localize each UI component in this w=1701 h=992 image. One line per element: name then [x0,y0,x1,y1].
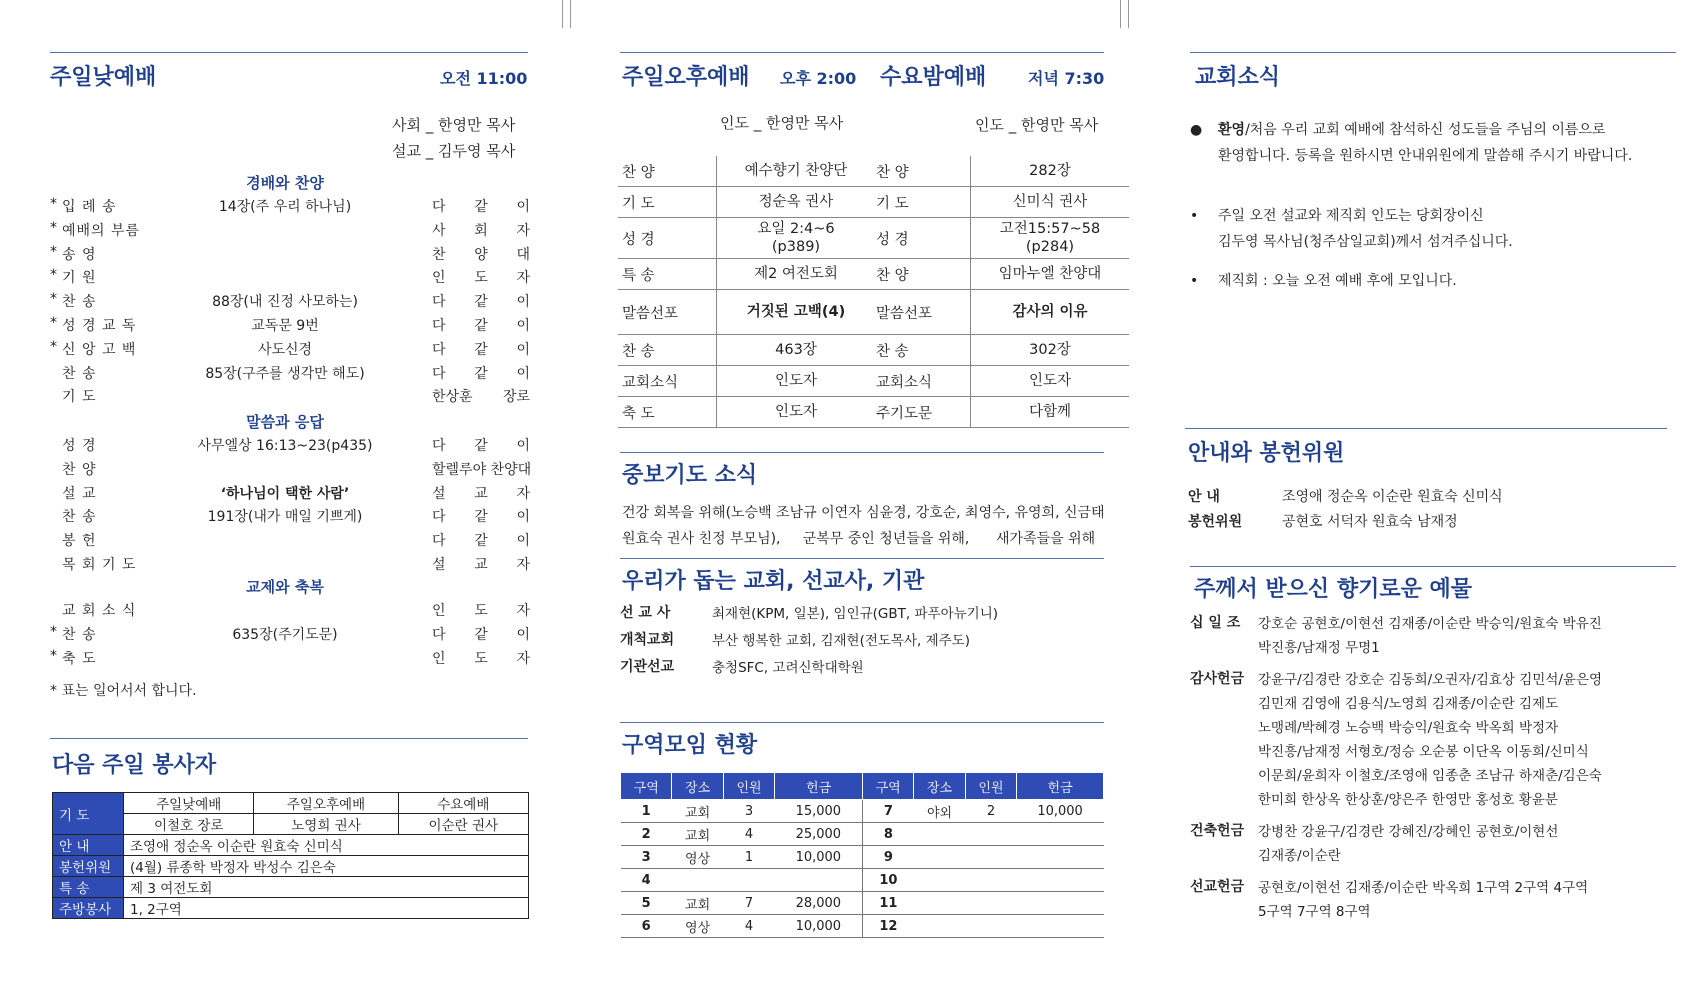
offering-names: 박진흥/남재정 무명1 [1258,640,1380,656]
sunday-service-time: 오전 11:00 [440,69,528,88]
order-value: 282장 [971,156,1130,187]
row-value: 조영애 정순옥 이순란 원효숙 신미식 [124,835,529,856]
news-text: /처음 우리 교회 예배에 참석하신 성도들을 주님의 이름으로 [1245,122,1606,138]
group-header: 인원 [965,773,1016,800]
group-cell [775,869,863,892]
group-cell: 4 [621,869,672,892]
ushers-title: 안내와 봉헌위원 [1188,441,1345,466]
standing-mark: * [50,623,57,640]
order-row [872,187,1129,218]
order-row [872,218,1129,259]
order-label: 특 송 [618,259,717,290]
order-label: 축 도 [618,397,717,428]
prayer-news-line: 원효숙 권사 친정 부모님), 군복무 중인 청년들을 위해, 새가족들을 위해 [622,531,1096,547]
group-header: 구역 [621,773,672,800]
order-label: 성 경 [62,438,97,454]
preacher: 설교 _ 김두영 목사 [392,142,516,160]
order-label: 찬 송 [872,335,971,366]
offering-names: 노맹례/박혜경 노승백 박승익/원효숙 박옥희 박정자 [1258,720,1559,736]
standing-mark: * [50,196,57,212]
order-label: 입 례 송 [62,199,117,215]
group-cell [1017,915,1104,938]
order-row [872,259,1129,290]
divider [620,722,1104,723]
support-label: 선 교 사 [620,605,671,621]
row-label: 특 송 [53,877,124,898]
standing-mark: * [50,315,57,331]
order-value: 감사의 이유 [971,290,1130,335]
order-by: 설 교 자 [432,557,530,573]
row-value: 1, 2구역 [124,898,529,919]
standing-note: * 표는 일어서서 합니다. [50,683,197,699]
presider: 사회 _ 한영만 목사 [392,116,516,134]
order-label: 찬 송 [62,294,97,311]
order-label: 찬 송 [62,365,97,382]
order-by: 설 교 자 [432,485,530,502]
group-cell [965,823,1016,846]
prayer-person: 노영희 권사 [254,814,398,835]
group-cell: 3 [723,800,774,823]
section-header: 경배와 찬양 [246,174,324,192]
order-by: 다 같 이 [432,438,530,454]
offering-names: 강윤구/김경란 강호순 김동희/오권자/김효상 김민석/윤은영 [1258,672,1603,688]
order-label: 성 경 [618,218,717,259]
group-cell: 8 [862,823,913,846]
order-value: 임마누엘 찬양대 [971,259,1130,290]
group-title: 구역모임 현황 [622,733,758,758]
group-cell: 영상 [672,915,723,938]
order-value: 요일 2:4~6 (p389) [717,218,876,259]
order-label: 기 도 [62,389,97,406]
support-label: 기관선교 [620,659,675,675]
group-cell: 야외 [914,800,965,823]
group-cell: 2 [621,823,672,846]
order-label: 축 도 [62,650,97,667]
divider [50,738,528,739]
group-cell [1017,892,1104,915]
order-value: 거짓된 고백(4) [717,290,876,335]
offering-label: 십 일 조 [1190,615,1241,631]
next-week-title: 다음 주일 봉사자 [52,753,217,778]
prayer-label: 기 도 [53,793,124,835]
offering-names: 공현호/이현선 김재종/이순란 박옥희 1구역 2구역 4구역 [1258,880,1589,896]
standing-mark: * [50,338,57,355]
group-cell [914,823,965,846]
order-row [618,290,875,335]
order-content: ‘하나님이 택한 사람’ [220,485,350,502]
order-by: 다 같 이 [432,199,530,215]
order-value: 정순옥 권사 [717,187,876,218]
row-value: 제 3 여전도회 [124,877,529,898]
group-cell: 교회 [672,892,723,915]
group-row [621,800,1104,823]
news-line [1218,268,1457,294]
group-row [621,869,1104,892]
order-by: 다 같 이 [432,294,530,311]
service-name: 주일오후예배 [254,793,398,814]
order-value: 고전15:57~58 (p284) [971,218,1130,259]
wednesday-service-title: 수요밤예배 [880,65,987,90]
order-by: 다 같 이 [432,318,530,334]
group-cell [914,869,965,892]
order-content: 88장(내 진정 사모하는) [212,294,358,311]
usher-value: 조영애 정순옥 이순란 원효숙 신미식 [1282,489,1503,505]
order-label: 봉 헌 [62,533,97,550]
wednesday-leader: 인도 _ 한영만 목사 [975,116,1099,134]
news-line: 김두영 목사님(청주삼일교회)께서 섬겨주십니다. [1218,234,1513,250]
standing-mark: * [50,243,57,260]
offering-label: 감사헌금 [1190,671,1245,687]
order-row [872,335,1129,366]
group-cell [723,869,774,892]
group-header: 장소 [672,773,723,800]
group-cell: 25,000 [775,823,863,846]
service-name: 주일낮예배 [124,793,254,814]
row-label: 봉헌위원 [53,856,124,877]
afternoon-service-time: 오후 2:00 [780,69,857,88]
section-header: 말씀과 응답 [246,413,324,431]
order-row [872,156,1129,187]
group-cell: 10,000 [775,846,863,869]
order-label: 교회소식 [618,366,717,397]
order-by: 인 도 자 [432,650,530,667]
bullet-icon: • [1190,273,1199,289]
group-cell: 영상 [672,846,723,869]
group-row [621,846,1104,869]
order-value: 인도자 [717,397,876,428]
order-label: 예배의 부름 [62,222,141,239]
order-by: 한상훈 장로 [432,389,530,406]
support-value: 부산 행복한 교회, 김재현(전도목사, 제주도) [712,633,970,649]
order-label: 신 앙 고 백 [62,341,137,358]
order-label: 말씀선포 [872,290,971,335]
order-by: 할렐루야 찬양대 [432,461,532,478]
group-cell [1017,846,1104,869]
group-cell: 6 [621,915,672,938]
offering-names: 김민재 김영애 김용식/노영희 김재종/이순란 김제도 [1258,696,1559,712]
news-line: 환영합니다. 등록을 원하시면 안내위원에게 말씀해 주시기 바랍니다. [1218,148,1633,164]
order-content: 191장(내가 매일 기쁘게) [207,509,363,526]
order-value: 신미식 권사 [971,187,1130,218]
support-value: 충청SFC, 고려신학대학원 [712,660,864,676]
order-row [872,290,1129,335]
group-header: 헌금 [775,773,863,800]
offering-title: 주께서 받으신 향기로운 예물 [1194,577,1473,602]
order-row [618,156,875,187]
group-cell [914,915,965,938]
order-by: 다 같 이 [432,509,530,526]
order-by: 사 회 자 [432,222,530,239]
order-label: 주기도문 [872,397,971,428]
divider [620,558,1104,559]
order-row [872,397,1129,428]
group-header: 헌금 [1017,773,1104,800]
standing-mark: * [50,291,57,308]
group-cell: 28,000 [775,892,863,915]
offering-label: 건축헌금 [1190,823,1245,839]
order-row [618,397,875,428]
order-label: 목 회 기 도 [62,557,137,573]
group-header: 구역 [862,773,913,800]
group-cell: 교회 [672,800,723,823]
order-label: 말씀선포 [618,290,717,335]
prayer-person: 이순란 권사 [398,814,528,835]
news-text: 주일 오전 설교와 제직회 인도는 당회장이신 [1218,208,1484,224]
group-cell: 4 [723,915,774,938]
order-by: 인 도 자 [432,603,530,619]
standing-mark: * [50,647,57,664]
order-label: 찬 양 [62,461,97,478]
order-by: 인 도 자 [432,270,530,287]
bullet-icon: • [1190,208,1199,224]
group-cell [914,846,965,869]
order-row [618,259,875,290]
divider [620,452,1104,453]
row-label: 주방봉사 [53,898,124,919]
order-label: 찬 양 [618,156,717,187]
group-cell [965,892,1016,915]
order-content: 사도신경 [257,341,313,358]
order-label: 찬 송 [62,509,97,526]
afternoon-leader: 인도 _ 한영만 목사 [720,114,844,132]
group-cell [1017,823,1104,846]
group-cell: 15,000 [775,800,863,823]
group-cell: 1 [621,800,672,823]
order-by: 다 같 이 [432,365,530,382]
order-by: 다 같 이 [432,626,530,643]
group-cell: 교회 [672,823,723,846]
afternoon-service-title: 주일오후예배 [622,65,750,90]
offering-names: 박진흥/남재정 서형호/정승 오순봉 이단옥 이동희/신미식 [1258,744,1589,760]
order-label: 교회소식 [872,366,971,397]
bullet-icon: ● [1190,122,1203,138]
order-label: 성 경 [872,218,971,259]
offering-label: 선교헌금 [1190,879,1245,895]
order-label: 성 경 교 독 [62,318,137,334]
order-label: 기 원 [62,270,97,287]
group-cell [914,892,965,915]
order-label: 찬 송 [618,335,717,366]
usher-value: 공현호 서덕자 원효숙 남재정 [1282,514,1458,530]
group-cell: 7 [862,800,913,823]
group-row [621,915,1104,938]
offering-names: 김재종/이순란 [1258,848,1341,864]
divider [1190,566,1676,567]
order-value: 인도자 [971,366,1130,397]
order-content: 사무엘상 16:13~23(p435) [197,438,373,454]
group-cell: 2 [965,800,1016,823]
group-cell: 9 [862,846,913,869]
group-cell: 7 [723,892,774,915]
order-by: 찬 양 대 [432,246,530,263]
group-cell [1017,869,1104,892]
group-cell: 10 [862,869,913,892]
group-header-row [621,773,1104,800]
prayer-news-line: 건강 회복을 위해(노승백 조남규 이연자 심윤경, 강호순, 최영수, 유영희, 신금태 [622,505,1105,521]
group-cell: 10,000 [1017,800,1104,823]
group-header: 인원 [723,773,774,800]
order-label: 기 도 [872,187,971,218]
afternoon-order-table [618,156,875,428]
group-cell [965,846,1016,869]
order-content: 85장(구주를 생각만 해도) [205,365,365,382]
order-value: 463장 [717,335,876,366]
order-value: 302장 [971,335,1130,366]
sunday-service-title: 주일낮예배 [50,65,157,90]
usher-label: 봉헌위원 [1188,514,1243,530]
fold-mark [1128,0,1129,28]
order-content: 교독문 9번 [251,318,319,334]
next-week-table [52,792,529,919]
order-content: 635장(주기도문) [232,626,338,643]
order-label: 기 도 [618,187,717,218]
order-content: 14장(주 우리 하나님) [218,199,352,215]
fold-mark [1120,0,1121,28]
order-label: 송 영 [62,246,97,263]
support-value: 최재현(KPM, 일본), 임인규(GBT, 파푸아뉴기니) [712,606,998,622]
offering-names: 강병찬 강윤구/김경란 강혜진/강혜인 공현호/이현선 [1258,824,1559,840]
order-row [618,366,875,397]
order-by: 다 같 이 [432,533,530,550]
group-cell [965,869,1016,892]
order-label: 찬 송 [62,626,97,643]
order-label: 찬 양 [872,156,971,187]
offering-names: 이문희/윤희자 이철호/조영애 임종춘 조남규 하재춘/김은숙 [1258,768,1602,784]
group-cell: 4 [723,823,774,846]
news-line [1218,117,1606,143]
group-row [621,823,1104,846]
usher-label: 안 내 [1188,489,1220,505]
prayer-person: 이철호 장로 [124,814,254,835]
group-cell [965,915,1016,938]
order-value: 예수향기 찬양단 [717,156,876,187]
standing-mark: * [50,267,57,284]
group-header: 장소 [914,773,965,800]
wednesday-service-time: 저녁 7:30 [1028,69,1105,88]
divider [1185,428,1667,429]
group-cell: 1 [723,846,774,869]
order-value: 인도자 [717,366,876,397]
section-header: 교제와 축복 [246,578,324,596]
news-bold: 환영 [1218,122,1246,138]
group-cell: 5 [621,892,672,915]
offering-names: 5구역 7구역 8구역 [1258,904,1371,920]
order-label: 설 교 [62,485,97,502]
wednesday-order-table [872,156,1129,428]
group-cell: 3 [621,846,672,869]
divider [1190,52,1676,53]
order-by: 다 같 이 [432,341,530,358]
group-table [620,772,1104,938]
group-cell: 11 [862,892,913,915]
fold-mark [570,0,571,28]
row-value: (4월) 류종학 박정자 박성수 김은숙 [124,856,529,877]
prayer-news-title: 중보기도 소식 [622,463,758,488]
order-label: 교 회 소 식 [62,603,137,619]
order-label: 찬 양 [872,259,971,290]
standing-mark: * [50,219,57,236]
group-row [621,892,1104,915]
order-value: 다함께 [971,397,1130,428]
divider [50,52,528,53]
news-text: 제직회 : 오늘 오전 예배 후에 모입니다. [1218,273,1457,289]
fold-mark [562,0,563,28]
order-row [618,335,875,366]
group-cell: 10,000 [775,915,863,938]
offering-names: 한미희 한상옥 한상훈/양은주 한영만 홍성호 황윤분 [1258,792,1558,808]
group-cell: 12 [862,915,913,938]
news-title: 교회소식 [1195,65,1281,90]
news-line [1218,203,1484,229]
divider [620,52,1104,53]
group-cell [672,869,723,892]
service-name: 수요예배 [398,793,528,814]
support-label: 개척교회 [620,632,675,648]
order-row [872,366,1129,397]
row-label: 안 내 [53,835,124,856]
support-title: 우리가 돕는 교회, 선교사, 기관 [622,569,925,594]
order-row [618,187,875,218]
order-row [618,218,875,259]
offering-names: 강호순 공현호/이현선 김재종/이순란 박승익/원효숙 박유진 [1258,616,1602,632]
order-value: 제2 여전도회 [717,259,876,290]
